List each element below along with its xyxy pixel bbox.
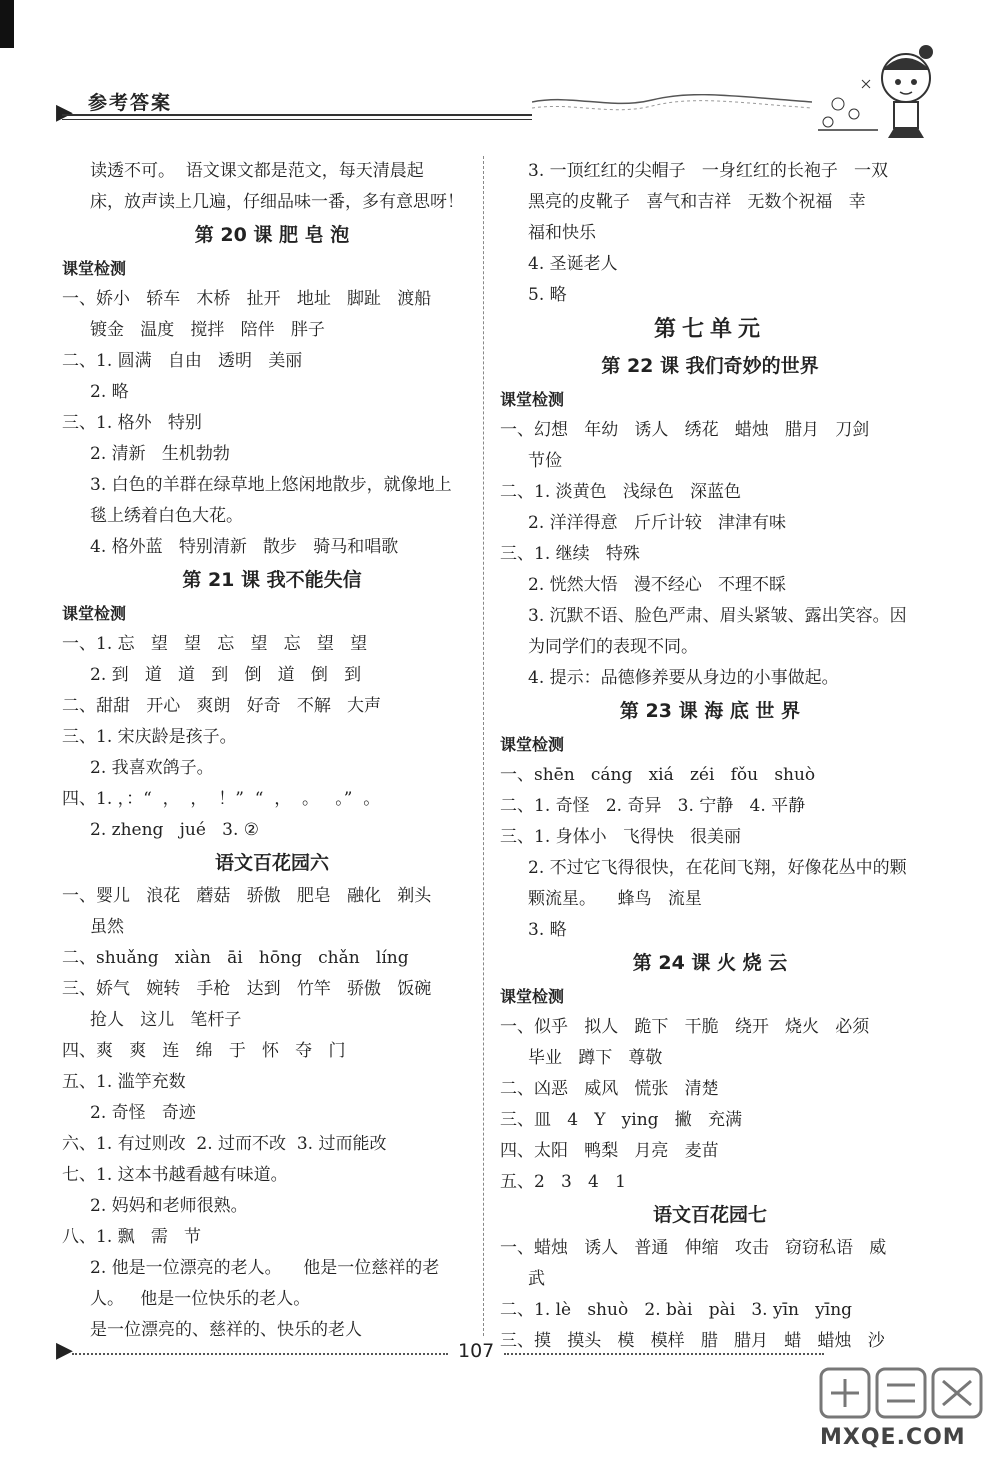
section-heading: 语文百花园七 xyxy=(652,1204,767,1226)
answer-line: 四、1. ，：“ ， ， ！” “ ， 。 。” 。 xyxy=(62,789,381,809)
watermark-text: MXQE.COM xyxy=(820,1425,966,1450)
answer-line: 2. 清新 生机勃勃 xyxy=(90,444,230,464)
footer-rule-right xyxy=(504,1353,824,1355)
subsection-label: 课堂检测 xyxy=(500,390,565,409)
answer-line: 一、shēn cáng xiá zéi fǒu shuò xyxy=(500,765,816,785)
left-column xyxy=(62,156,482,1346)
section-heading: 语文百花园六 xyxy=(214,852,329,874)
subsection-label: 课堂检测 xyxy=(62,259,127,278)
header-rule-thin xyxy=(62,119,532,120)
answer-line: 毕业 蹲下 尊敬 xyxy=(528,1048,663,1068)
answer-line: 4. 格外蓝 特别清新 散步 骑马和唱歌 xyxy=(90,537,399,557)
header-arrow-icon: ▶ xyxy=(56,100,73,125)
answer-line: 2. 不过它飞得很快，在花间飞翔，好像花丛中的颗 xyxy=(528,858,907,878)
subsection-label: 课堂检测 xyxy=(500,735,565,754)
answer-line: 毯上绣着白色大花。 xyxy=(90,506,243,526)
header-title: 参考答案 xyxy=(88,92,173,114)
answer-line: 2. zheng jué 3. ② xyxy=(90,820,259,840)
answer-line: 5. 略 xyxy=(528,285,567,305)
answer-line: 三、1. 继续 特殊 xyxy=(500,544,640,564)
answer-line: 人。 他是一位快乐的老人。 xyxy=(90,1289,311,1309)
answer-line: 颗流星。 蜂鸟 流星 xyxy=(528,889,702,909)
answer-line: 二、1. 圆满 自由 透明 美丽 xyxy=(62,351,303,371)
answer-line: 三、皿 4 Y ying 撇 充满 xyxy=(500,1110,742,1130)
answer-line: 六、1. 有过则改 2. 过而不改 3. 过而能改 xyxy=(62,1134,387,1154)
girl-mascot-icon xyxy=(798,40,948,140)
unit-heading: 第七单元 xyxy=(653,317,766,342)
section-heading: 第 24 课 火 烧 云 xyxy=(632,952,788,974)
answer-line: 床，放声读上几遍，仔细品味一番，多有意思呀！ xyxy=(90,192,464,212)
header-rule xyxy=(62,114,532,116)
answer-line: 福和快乐 xyxy=(528,223,596,243)
answer-line: 武 xyxy=(528,1269,545,1289)
answer-line: 镀金 温度 搅拌 陪伴 胖子 xyxy=(90,320,325,340)
answer-line: 三、1. 身体小 飞得快 很美丽 xyxy=(500,827,742,847)
answer-line: 3. 一顶红红的尖帽子 一身红红的长袍子 一双 xyxy=(528,161,889,181)
subsection-label: 课堂检测 xyxy=(500,987,565,1006)
answer-line: 2. 奇怪 奇迹 xyxy=(90,1103,196,1123)
answer-line: 一、蜡烛 诱人 普通 伸缩 攻击 窃窃私语 威 xyxy=(500,1238,887,1258)
answer-line: 读透不可。 语文课文都是范文，每天清晨起 xyxy=(90,161,424,181)
right-column xyxy=(500,156,920,1357)
answer-line: 2. 他是一位漂亮的老人。 他是一位慈祥的老 xyxy=(90,1258,440,1278)
answer-line: 4. 提示：品德修养要从身边的小事做起。 xyxy=(528,668,839,688)
section-heading: 第 22 课 我们奇妙的世界 xyxy=(601,355,819,377)
section-heading: 第 20 课 肥 皂 泡 xyxy=(194,224,350,246)
subsection-label: 课堂检测 xyxy=(62,604,127,623)
answer-line: 二、甜甜 开心 爽朗 好奇 不解 大声 xyxy=(62,696,382,716)
answer-line: 四、爽 爽 连 绵 于 怀 夺 门 xyxy=(62,1041,346,1061)
footer-rule-left xyxy=(72,1353,448,1355)
answer-line: 2. 妈妈和老师很熟。 xyxy=(90,1196,248,1216)
answer-line: 一、娇小 轿车 木桥 扯开 地址 脚趾 渡船 xyxy=(62,289,432,309)
answer-line: 二、1. 淡黄色 浅绿色 深蓝色 xyxy=(500,482,742,502)
answer-line: 3. 白色的羊群在绿草地上悠闲地散步，就像地上 xyxy=(90,475,452,495)
answer-line: 为同学们的表现不同。 xyxy=(528,637,698,657)
answer-line: 五、2 3 4 1 xyxy=(500,1172,626,1192)
answer-line: 二、凶恶 威风 慌张 清楚 xyxy=(500,1079,719,1099)
answer-line: 一、幻想 年幼 诱人 绣花 蜡烛 腊月 刀剑 xyxy=(500,420,870,440)
answer-line: 抢人 这儿 笔杆子 xyxy=(90,1010,242,1030)
answer-line: 三、1. 宋庆龄是孩子。 xyxy=(62,727,237,747)
scan-edge-mark xyxy=(0,0,14,48)
answer-line: 三、摸 摸头 模 模样 腊 腊月 蜡 蜡烛 沙 xyxy=(500,1331,885,1351)
answer-line: 三、1. 格外 特别 xyxy=(62,413,202,433)
answer-line: 五、1. 滥竽充数 xyxy=(62,1072,186,1092)
answer-line: 2. 恍然大悟 漫不经心 不理不睬 xyxy=(528,575,787,595)
answer-line: 七、1. 这本书越看越有味道。 xyxy=(62,1165,288,1185)
answer-line: 2. 我喜欢鸽子。 xyxy=(90,758,214,778)
answer-line: 三、娇气 婉转 手枪 达到 竹竿 骄傲 饭碗 xyxy=(62,979,432,999)
header-wave-decoration xyxy=(532,94,812,122)
footer-arrow-icon: ▶ xyxy=(56,1338,73,1363)
answer-line: 八、1. 飘 需 节 xyxy=(62,1227,202,1247)
section-heading: 第 21 课 我不能失信 xyxy=(182,569,362,591)
answer-line: 二、1. 奇怪 2. 奇异 3. 宁静 4. 平静 xyxy=(500,796,806,816)
section-heading: 第 23 课 海 底 世 界 xyxy=(619,700,801,722)
answer-line: 一、1. 忘 望 望 忘 望 忘 望 望 xyxy=(62,634,368,654)
answer-line: 黑亮的皮靴子 喜气和吉祥 无数个祝福 幸 xyxy=(528,192,866,212)
answer-line: 二、1. lè shuò 2. bài pài 3. yīn yīng xyxy=(500,1300,853,1320)
column-divider xyxy=(483,156,484,1336)
answer-line: 2. 略 xyxy=(90,382,129,402)
answer-line: 一、似乎 拟人 跪下 干脆 绕开 烧火 必须 xyxy=(500,1017,870,1037)
answer-line: 3. 沉默不语、脸色严肃、眉头紧皱、露出笑容。因 xyxy=(528,606,907,626)
answer-line: 2. 洋洋得意 斤斤计较 津津有味 xyxy=(528,513,787,533)
answer-line: 2. 到 道 道 到 倒 道 倒 到 xyxy=(90,665,362,685)
answer-line: 4. 圣诞老人 xyxy=(528,254,618,274)
answer-line: 四、太阳 鸭梨 月亮 麦苗 xyxy=(500,1141,719,1161)
answer-line: 二、shuǎng xiàn āi hōng chǎn líng xyxy=(62,948,409,968)
answer-line: 一、婴儿 浪花 蘑菇 骄傲 肥皂 融化 剃头 xyxy=(62,886,432,906)
answer-line: 节俭 xyxy=(528,451,562,471)
page-number: 107 xyxy=(458,1340,495,1362)
answer-line: 虽然 xyxy=(90,917,124,937)
answer-line: 3. 略 xyxy=(528,920,567,940)
answer-line: 是一位漂亮的、慈祥的、快乐的老人 xyxy=(90,1320,362,1340)
